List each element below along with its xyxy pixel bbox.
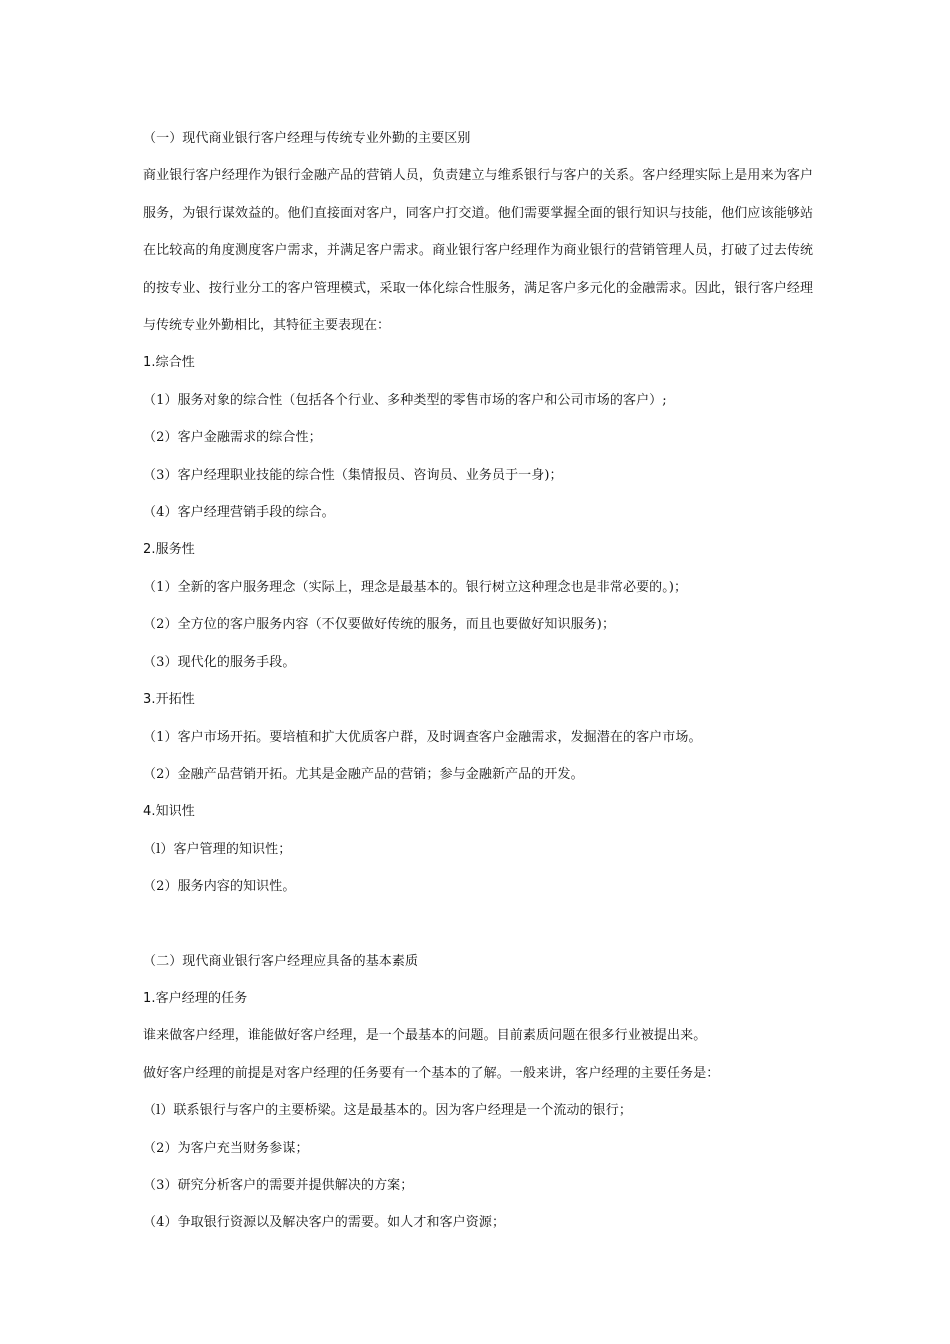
group-heading [143,681,813,718]
subsection-title: 客户经理的任务 [155,990,248,1006]
group-title: 开拓性 [155,692,195,708]
document-page [143,120,813,1242]
group-number: 4. [143,804,156,820]
list-item: （3）研究分析客户的需要并提供解决的方案； [143,1177,414,1193]
paragraph: 做好客户经理的前提是对客户经理的任务要有一个基本的了解。一般来讲，客户经理的主要任务是： [143,1065,720,1081]
group-number: 1. [143,355,156,371]
list-item: （2）金融产品营销开拓。尤其是金融产品的营销；参与金融新产品的开发。 [143,766,584,782]
list-item: （4）争取银行资源以及解决客户的需要。如人才和客户资源； [143,1215,506,1231]
list-item: （2）服务内容的知识性。 [143,879,296,895]
section1-title: （一）现代商业银行客户经理与传统专业外勤的主要区别 [143,131,471,146]
group-title: 服务性 [155,542,195,558]
group-title: 综合性 [155,355,195,371]
paragraph: 谁来做客户经理，谁能做好客户经理，是一个最基本的问题。目前素质问题在很多行业被提出来。 [143,1028,707,1044]
list-item: （4）客户经理营销手段的综合。 [143,505,335,521]
group-heading [143,344,813,381]
list-item: （3）客户经理职业技能的综合性（集情报员、咨询员、业务员于一身)； [143,467,563,483]
list-item: （2）客户金融需求的综合性； [143,430,322,446]
group-heading [143,531,813,568]
list-item: （1）客户市场开拓。要培植和扩大优质客户群，及时调查客户金融需求，发掘潜在的客户市场。 [143,729,702,745]
group-number: 3. [143,692,156,708]
list-item: （2）全方位的客户服务内容（不仅要做好传统的服务，而且也要做好知识服务)； [143,617,616,633]
list-item: （2）为客户充当财务参谋； [143,1140,309,1156]
subsection-heading [143,980,813,1017]
section-spacer [143,906,813,943]
list-item: （1）服务对象的综合性（包括各个行业、多种类型的零售市场的客户和公司市场的客户）; [143,392,667,408]
list-item: （3）现代化的服务手段。 [143,654,296,670]
group-title: 知识性 [155,804,195,820]
list-item: （1）全新的客户服务理念（实际上，理念是最基本的。银行树立这种理念也是非常必要的。)； [143,579,688,595]
group-heading [143,793,813,830]
section2-title: （二）现代商业银行客户经理应具备的基本素质 [143,953,419,969]
subsection-number: 1. [143,990,156,1006]
list-item: （l）客户管理的知识性； [143,841,292,857]
group-number: 2. [143,542,156,558]
list-item: （l）联系银行与客户的主要桥梁。这是最基本的。因为客户经理是一个流动的银行； [143,1103,632,1119]
section1-intro: 商业银行客户经理作为银行金融产品的营销人员，负责建立与维系银行与客户的关系。客户经理实际上是用来为客户服务，为银行谋效益的。他们直接面对客户，同客户打交道。他们需要掌握全面的银行知识与技能，他们应该能够站在比较高的角度测度客户需求，并满足客户需求。商业银行客户经理作为商业银行的营销管理人员，打破了过去传统的按专业、按行业分工的客户管理模式，采取一体化综合性服务，满足客户多元化的金融需求。因此，银行客户经理与传统专业外勤相比，其特征主要表现在： [143,168,813,334]
